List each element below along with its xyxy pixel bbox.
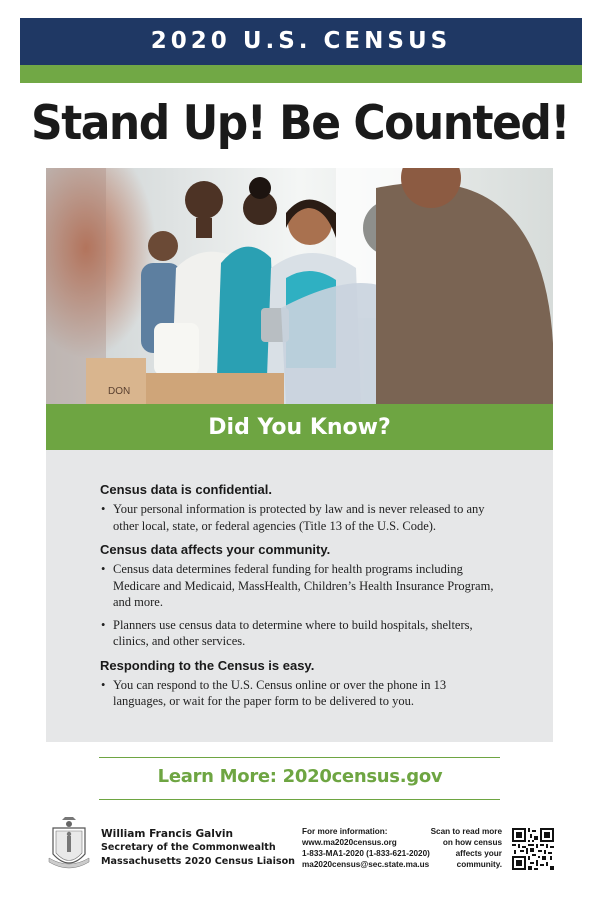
officer-role: Massachusetts 2020 Census Liaison <box>101 856 296 867</box>
green-accent-stripe <box>20 65 582 83</box>
fact-heading: Census data is confidential. <box>100 482 272 497</box>
scan-text-line: Scan to read more <box>430 827 502 836</box>
fact-list <box>100 561 501 650</box>
fact-list <box>100 677 501 710</box>
donation-box-label: DON <box>108 386 131 397</box>
scan-text-line: on how census <box>442 838 502 847</box>
officer-name: William Francis Galvin <box>101 828 234 840</box>
fact-list <box>100 501 501 534</box>
contact-block <box>302 826 430 870</box>
learn-more-link[interactable]: Learn More: 2020census.gov <box>157 766 443 787</box>
qr-code-icon[interactable] <box>512 828 554 870</box>
scan-instructions <box>420 826 502 870</box>
website-link[interactable]: www.ma2020census.org <box>302 838 397 847</box>
fact-heading: Responding to the Census is easy. <box>100 657 315 673</box>
fact-bullet: • Your personal information is protected by law and is never released to any other local, state, or federal agencies (Title 13 of the U.S. Code). <box>100 501 501 534</box>
officer-block <box>101 827 295 869</box>
phone-number[interactable]: 1-833-MA1-2020 (1-833-621-2020) <box>302 849 430 858</box>
email-link[interactable]: ma2020census@sec.state.ma.us <box>302 860 430 869</box>
fact-bullet: • Census data determines federal funding for health programs including Medicare and Medicaid, MassHealth, Children’s Health Insurance Program, and more. <box>100 561 501 611</box>
page-title: Stand Up! Be Counted! <box>31 95 569 151</box>
divider-top <box>99 757 500 758</box>
scan-text-line: community. <box>456 860 502 869</box>
census-banner: 2020 U.S. CENSUS <box>20 18 582 65</box>
fact-bullet: • You can respond to the U.S. Census online or over the phone in 13 languages, or wait for the paper form to be delivered to you. <box>100 677 501 710</box>
divider-bottom <box>99 799 500 800</box>
officer-title: Secretary of the Commonwealth <box>101 842 276 853</box>
facts-panel <box>46 450 553 742</box>
massachusetts-seal-icon <box>45 812 93 874</box>
scan-text-line: affects your <box>455 849 502 858</box>
more-info-label: For more information: <box>302 827 388 836</box>
did-you-know-heading: Did You Know? <box>46 404 553 450</box>
volunteers-photo <box>46 168 553 404</box>
fact-heading: Census data affects your community. <box>100 542 331 557</box>
fact-bullet: • Planners use census data to determine where to build hospitals, shelters, clinics, and other services. <box>100 617 501 650</box>
